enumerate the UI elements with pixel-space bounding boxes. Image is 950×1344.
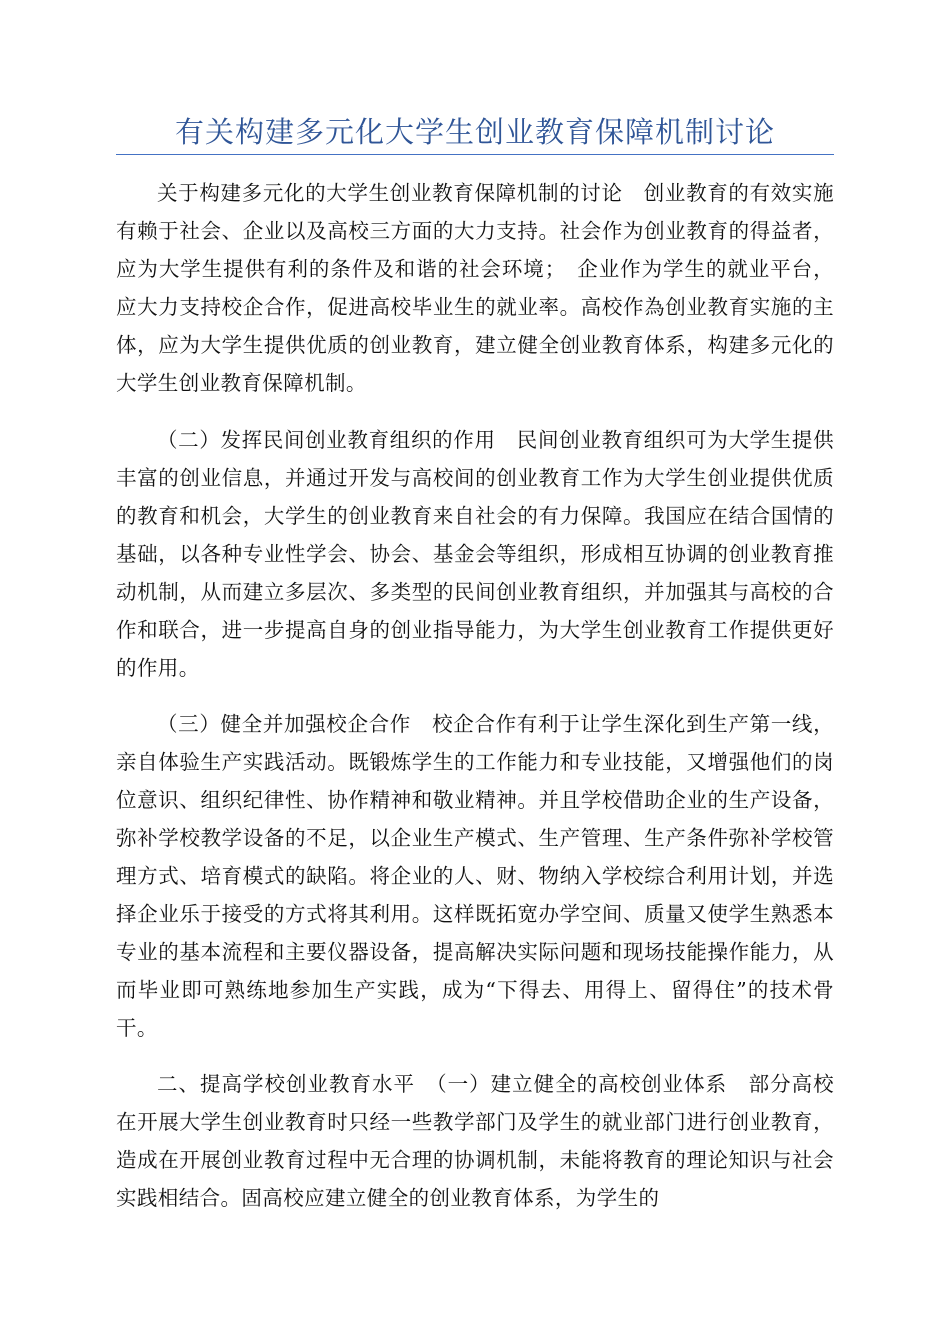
paragraph-school-enterprise: （三）健全并加强校企合作 校企合作有利于让学生深化到生产第一线，亲自体验生产实践活动。既锻炼学生的工作能力和专业技能，又增强他们的岗位意识、组织纪律性、协作精神和敬业精神。并且学校借助企业的生产设备，弥补学校教学设备的不足，以企业生产模式、生产管理、生产条件弥补学校管理方式、培育模式的缺陷。将企业的人、财、物纳入学校综合利用计划，并选择企业乐于接受的方式将其利用。这样既拓宽办学空间、质量又使学生熟悉本专业的基本流程和主要仪器设备，提高解决实际问题和现场技能操作能力，从而毕业即可熟练地参加生产实践，成为“下得去、用得上、留得住”的技术骨干。 xyxy=(116,712,834,1040)
title-underline xyxy=(116,154,834,155)
document-title: 有关构建多元化大学生创业教育保障机制讨论 xyxy=(174,115,775,149)
paragraph-civil-organizations: （二）发挥民间创业教育组织的作用 民间创业教育组织可为大学生提供丰富的创业信息，并通过开发与高校间的创业教育工作为大学生创业提供优质的教育和机会，大学生的创业教育来自社会的有力保障。我国应在结合国情的基础，以各种专业性学会、协会、基金会等组织，形成相互协调的创业教育推动机制，从而建立多层次、多类型的民间创业教育组织，并加强其与高校的合作和联合，进一步提高自身的创业指导能力，为大学生创业教育工作提供更好的作用。 xyxy=(116,428,834,680)
paragraph-intro: 关于构建多元化的大学生创业教育保障机制的讨论 创业教育的有效实施有赖于社会、企业以及高校三方面的大力支持。社会作为创业教育的得益者，应为大学生提供有利的条件及和谐的社会环境； 企业作为学生的就业平台，应大力支持校企合作，促进高校毕业生的就业率。高校作為创业教育实施的主体，应为大学生提供优质的创业教育，建立健全创业教育体系，构建多元化的大学生创业教育保障机制。 xyxy=(116,181,834,395)
paragraph-school-level: 二、提高学校创业教育水平 （一）建立健全的高校创业体系 部分高校在开展大学生创业教育时只经一些教学部门及学生的就业部门进行创业教育，造成在开展创业教育过程中无合理的协调机制，未能将教育的理论知识与社会实践相结合。固高校应建立健全的创业教育体系，为学生的 xyxy=(116,1072,834,1210)
